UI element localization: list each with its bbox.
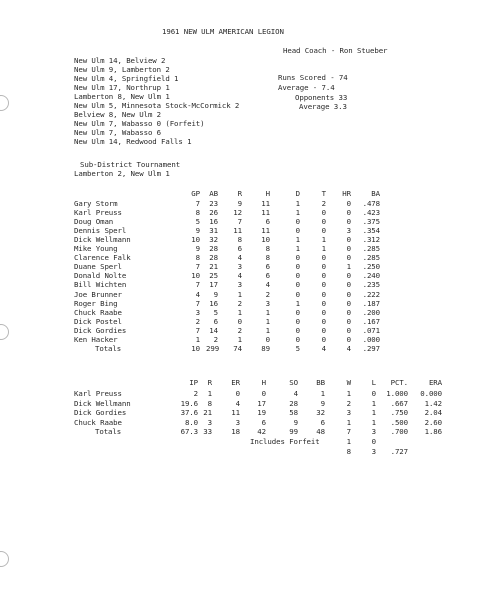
pitching-stat: 1	[207, 389, 212, 398]
player-name: Mike Young	[74, 244, 118, 253]
batting-stat: 10	[191, 235, 200, 244]
tournament-heading: Sub-District Tournament	[80, 160, 181, 169]
forfeit-label: Includes Forfeit	[250, 437, 320, 446]
batting-total: 89	[261, 344, 270, 353]
batting-stat: 0	[346, 253, 351, 262]
pitching-total: 42	[257, 427, 266, 436]
player-name: Dennis Sperl	[74, 226, 127, 235]
batting-stat: 12	[233, 208, 242, 217]
game-result: New Ulm 17, Northrup 1	[74, 83, 170, 92]
final-wins: 8	[346, 447, 351, 456]
batting-stat: 17	[209, 280, 218, 289]
batting-stat: .187	[362, 299, 380, 308]
batting-stat: .312	[362, 235, 380, 244]
batting-stat: 0	[346, 217, 351, 226]
batting-stat: 1	[265, 308, 270, 317]
batting-stat: 0	[295, 317, 300, 326]
pitching-stat: 37.6	[180, 408, 198, 417]
batting-stat: 0	[321, 217, 326, 226]
pitching-stat: 2	[193, 389, 198, 398]
batting-stat: 9	[237, 199, 242, 208]
batting-stat: 6	[265, 217, 270, 226]
pitching-stat: 11	[231, 408, 240, 417]
batting-stat: 11	[261, 226, 270, 235]
batting-stat: .250	[362, 262, 380, 271]
pitching-stat: 4	[293, 389, 298, 398]
batting-stat: 0	[346, 199, 351, 208]
batting-stat: .200	[362, 308, 380, 317]
pitching-stat: 0	[235, 389, 240, 398]
game-result: New Ulm 5, Minnesota Stock-McCormick 2	[74, 101, 240, 110]
pitching-stat: 1	[371, 408, 376, 417]
pitching-stat: 0.000	[420, 389, 442, 398]
batting-stat: 6	[213, 317, 218, 326]
batting-stat: .000	[362, 335, 380, 344]
player-name: Donald Nolte	[74, 271, 127, 280]
batting-stat: 0	[295, 280, 300, 289]
pitching-stat: 8.0	[184, 418, 198, 427]
player-name: Doug Oman	[74, 217, 114, 226]
batting-total: 299	[206, 344, 220, 353]
batting-stat: 0	[321, 226, 326, 235]
game-result: New Ulm 4, Springfield 1	[74, 74, 179, 83]
batting-stat: 0	[346, 326, 351, 335]
batting-stat: 0	[265, 335, 270, 344]
batting-stat: 11	[233, 226, 242, 235]
batting-stat: 1	[346, 262, 351, 271]
batting-stat: 0	[295, 308, 300, 317]
pitching-header: L	[371, 378, 376, 387]
batting-total: .297	[362, 344, 380, 353]
pitching-header: IP	[189, 378, 198, 387]
batting-stat: 1	[237, 290, 242, 299]
pitching-stat: 32	[316, 408, 325, 417]
batting-stat: 14	[209, 326, 218, 335]
game-result: New Ulm 7, Wabasso 0 (Forfeit)	[74, 119, 205, 128]
batting-stat: 0	[295, 290, 300, 299]
pitching-stat: 3	[235, 418, 240, 427]
batting-stat: 0	[295, 335, 300, 344]
batting-header: R	[237, 189, 242, 198]
batting-stat: 7	[195, 262, 200, 271]
batting-stat: .235	[362, 280, 380, 289]
pitching-stat: 9	[293, 418, 298, 427]
batting-total: 5	[295, 344, 300, 353]
game-result: New Ulm 14, Belview 2	[74, 56, 166, 65]
final-losses: 3	[371, 447, 376, 456]
batting-stat: 1	[237, 335, 242, 344]
pitching-stat: 3	[346, 408, 351, 417]
player-name: Duane Sperl	[74, 262, 122, 271]
batting-stat: 1	[295, 235, 300, 244]
batting-stat: 0	[237, 317, 242, 326]
pitching-header: PCT.	[390, 378, 408, 387]
batting-stat: 3	[346, 226, 351, 235]
batting-stat: 32	[209, 235, 218, 244]
batting-header: T	[321, 189, 326, 198]
game-result: New Ulm 7, Wabasso 6	[74, 128, 161, 137]
batting-stat: 2	[195, 317, 200, 326]
batting-stat: 7	[195, 280, 200, 289]
pitching-stat: 21	[203, 408, 212, 417]
batting-stat: 25	[209, 271, 218, 280]
batting-total: 10	[191, 344, 200, 353]
opponents-average: Average 3.3	[299, 102, 347, 111]
batting-stat: 0	[346, 244, 351, 253]
batting-stat: .167	[362, 317, 380, 326]
batting-stat: 1	[321, 235, 326, 244]
batting-stat: 2	[237, 299, 242, 308]
batting-stat: 3	[195, 308, 200, 317]
batting-stat: 21	[209, 262, 218, 271]
pitching-stat: 19.6	[180, 399, 198, 408]
batting-header: D	[295, 189, 300, 198]
pitching-total: 3	[371, 427, 376, 436]
batting-stat: 7	[195, 199, 200, 208]
pitching-total: 99	[289, 427, 298, 436]
batting-stat: 6	[265, 271, 270, 280]
binder-hole	[0, 95, 9, 111]
batting-stat: .285	[362, 253, 380, 262]
batting-stat: 0	[295, 226, 300, 235]
batting-stat: 10	[191, 271, 200, 280]
player-name: Bill Wichten	[74, 280, 127, 289]
batting-stat: 8	[265, 253, 270, 262]
batting-stat: 11	[261, 199, 270, 208]
pitching-stat: 19	[257, 408, 266, 417]
binder-hole	[0, 324, 9, 340]
pitching-stat: 6	[261, 418, 266, 427]
batting-stat: 26	[209, 208, 218, 217]
batting-stat: 1	[295, 244, 300, 253]
binder-hole	[0, 551, 9, 567]
batting-total: 74	[233, 344, 242, 353]
pitching-total: 1.86	[424, 427, 442, 436]
final-pct: .727	[390, 447, 408, 456]
batting-stat: .222	[362, 290, 380, 299]
pitching-stat: 1.000	[386, 389, 408, 398]
pitching-header: W	[346, 378, 351, 387]
pitching-total: 7	[346, 427, 351, 436]
pitching-stat: 58	[289, 408, 298, 417]
player-name: Dick Wellmann	[74, 235, 131, 244]
batting-stat: 11	[261, 208, 270, 217]
pitching-header: ER	[231, 378, 240, 387]
pitching-stat: 2.04	[424, 408, 442, 417]
batting-stat: 2	[321, 199, 326, 208]
opponents-runs: Opponents 33	[295, 93, 348, 102]
batting-stat: 4	[237, 253, 242, 262]
pitching-stat: 2	[346, 399, 351, 408]
pitching-total: .700	[390, 427, 408, 436]
pitching-total: 67.3	[180, 427, 198, 436]
batting-stat: 5	[195, 217, 200, 226]
batting-stat: .285	[362, 244, 380, 253]
batting-stat: 9	[195, 244, 200, 253]
player-name: Karl Preuss	[74, 208, 122, 217]
pitcher-name: Karl Preuss	[74, 389, 122, 398]
game-result: Belview 8, New Ulm 2	[74, 110, 161, 119]
batting-stat: 6	[265, 262, 270, 271]
player-name: Roger Bing	[74, 299, 118, 308]
pitching-total: 18	[231, 427, 240, 436]
batting-stat: 4	[195, 290, 200, 299]
batting-stat: 6	[237, 244, 242, 253]
pitching-total: 33	[203, 427, 212, 436]
batting-stat: 4	[265, 280, 270, 289]
batting-stat: 8	[195, 208, 200, 217]
pitcher-name: Chuck Raabe	[74, 418, 122, 427]
batting-stat: 7	[237, 217, 242, 226]
batting-stat: 9	[195, 226, 200, 235]
pitching-stat: 1	[371, 399, 376, 408]
batting-stat: 0	[295, 253, 300, 262]
batting-stat: 8	[237, 235, 242, 244]
batting-stat: 0	[321, 253, 326, 262]
player-name: Dick Gordies	[74, 326, 127, 335]
pitching-stat: .500	[390, 418, 408, 427]
batting-stat: 1	[295, 208, 300, 217]
head-coach: Head Coach - Ron Stueber	[283, 46, 388, 55]
batting-stat: 1	[321, 244, 326, 253]
batting-stat: 0	[346, 280, 351, 289]
batting-header: GP	[191, 189, 200, 198]
player-name: Dick Postel	[74, 317, 122, 326]
pitching-header: SO	[289, 378, 298, 387]
batting-stat: 1	[265, 317, 270, 326]
batting-stat: 2	[265, 290, 270, 299]
batting-stat: .071	[362, 326, 380, 335]
batting-stat: 0	[321, 271, 326, 280]
batting-header: H	[265, 189, 270, 198]
pitcher-name: Dick Gordies	[74, 408, 127, 417]
batting-stat: 28	[209, 244, 218, 253]
batting-stat: 9	[213, 290, 218, 299]
forfeit-losses: 0	[371, 437, 376, 446]
batting-stat: 1	[295, 299, 300, 308]
batting-stat: 0	[321, 208, 326, 217]
batting-stat: 3	[237, 262, 242, 271]
pitching-stat: 0	[371, 389, 376, 398]
pitching-header: R	[207, 378, 212, 387]
pitcher-name: Dick Wellmann	[74, 399, 131, 408]
batting-stat: 0	[346, 317, 351, 326]
pitching-stat: 9	[320, 399, 325, 408]
pitching-stat: 8	[207, 399, 212, 408]
forfeit-wins: 1	[346, 437, 351, 446]
batting-stat: .240	[362, 271, 380, 280]
pitching-stat: .750	[390, 408, 408, 417]
batting-stat: 3	[237, 280, 242, 289]
batting-stat: 0	[346, 271, 351, 280]
batting-stat: 0	[295, 271, 300, 280]
batting-header: AB	[209, 189, 218, 198]
batting-stat: 0	[321, 335, 326, 344]
batting-totals-label: Totals	[95, 344, 122, 353]
batting-stat: 28	[209, 253, 218, 262]
batting-total: 4	[321, 344, 326, 353]
pitching-stat: 1	[346, 418, 351, 427]
player-name: Joe Brunner	[74, 290, 122, 299]
batting-header: BA	[371, 189, 380, 198]
batting-stat: 5	[213, 308, 218, 317]
batting-stat: 0	[321, 308, 326, 317]
page-title: 1961 NEW ULM AMERICAN LEGION	[162, 27, 284, 36]
batting-stat: 23	[209, 199, 218, 208]
pitching-stat: 1	[371, 418, 376, 427]
pitching-header: BB	[316, 378, 325, 387]
batting-stat: 10	[261, 235, 270, 244]
batting-stat: 0	[346, 290, 351, 299]
game-result: New Ulm 9, Lamberton 2	[74, 65, 170, 74]
batting-stat: 0	[346, 208, 351, 217]
pitching-stat: 2.60	[424, 418, 442, 427]
batting-stat: 0	[321, 326, 326, 335]
pitching-stat: 3	[207, 418, 212, 427]
batting-stat: 1	[195, 335, 200, 344]
batting-stat: 0	[295, 262, 300, 271]
pitching-stat: 6	[320, 418, 325, 427]
pitching-totals-label: Totals	[95, 427, 122, 436]
batting-stat: 1	[295, 199, 300, 208]
tournament-result: Lamberton 2, New Ulm 1	[74, 169, 170, 178]
batting-stat: 7	[195, 299, 200, 308]
batting-stat: 0	[321, 290, 326, 299]
batting-stat: 0	[346, 335, 351, 344]
batting-stat: 8	[265, 244, 270, 253]
pitching-stat: 1.42	[424, 399, 442, 408]
player-name: Clarence Falk	[74, 253, 131, 262]
pitching-total: 48	[316, 427, 325, 436]
batting-stat: 31	[209, 226, 218, 235]
pitching-header: H	[261, 378, 266, 387]
batting-stat: 8	[195, 253, 200, 262]
pitching-header: ERA	[428, 378, 442, 387]
batting-stat: 0	[295, 326, 300, 335]
batting-stat: 1	[265, 326, 270, 335]
batting-stat: 0	[346, 308, 351, 317]
batting-header: HR	[342, 189, 351, 198]
batting-stat: 0	[321, 280, 326, 289]
batting-stat: 2	[213, 335, 218, 344]
pitching-stat: 17	[257, 399, 266, 408]
batting-stat: 7	[195, 326, 200, 335]
pitching-stat: 0	[261, 389, 266, 398]
batting-stat: 0	[295, 217, 300, 226]
batting-stat: 1	[237, 308, 242, 317]
batting-stat: 0	[321, 299, 326, 308]
player-name: Ken Hacker	[74, 335, 118, 344]
batting-stat: 0	[346, 235, 351, 244]
batting-stat: 16	[209, 299, 218, 308]
batting-stat: .375	[362, 217, 380, 226]
batting-stat: .478	[362, 199, 380, 208]
batting-stat: 0	[346, 299, 351, 308]
runs-scored: Runs Scored - 74	[278, 73, 348, 82]
runs-average: Average - 7.4	[278, 83, 335, 92]
player-name: Gary Storm	[74, 199, 118, 208]
batting-stat: 16	[209, 217, 218, 226]
pitching-stat: 4	[235, 399, 240, 408]
game-result: Lamberton 8, New Ulm 1	[74, 92, 170, 101]
pitching-stat: 28	[289, 399, 298, 408]
batting-stat: 2	[237, 326, 242, 335]
game-result: New Ulm 14, Redwood Falls 1	[74, 137, 192, 146]
pitching-stat: .667	[390, 399, 408, 408]
batting-stat: 0	[321, 262, 326, 271]
batting-stat: .354	[362, 226, 380, 235]
player-name: Chuck Raabe	[74, 308, 122, 317]
pitching-stat: 1	[346, 389, 351, 398]
batting-stat: 3	[265, 299, 270, 308]
batting-total: 4	[346, 344, 351, 353]
batting-stat: .423	[362, 208, 380, 217]
batting-stat: 4	[237, 271, 242, 280]
batting-stat: 0	[321, 317, 326, 326]
pitching-stat: 1	[320, 389, 325, 398]
